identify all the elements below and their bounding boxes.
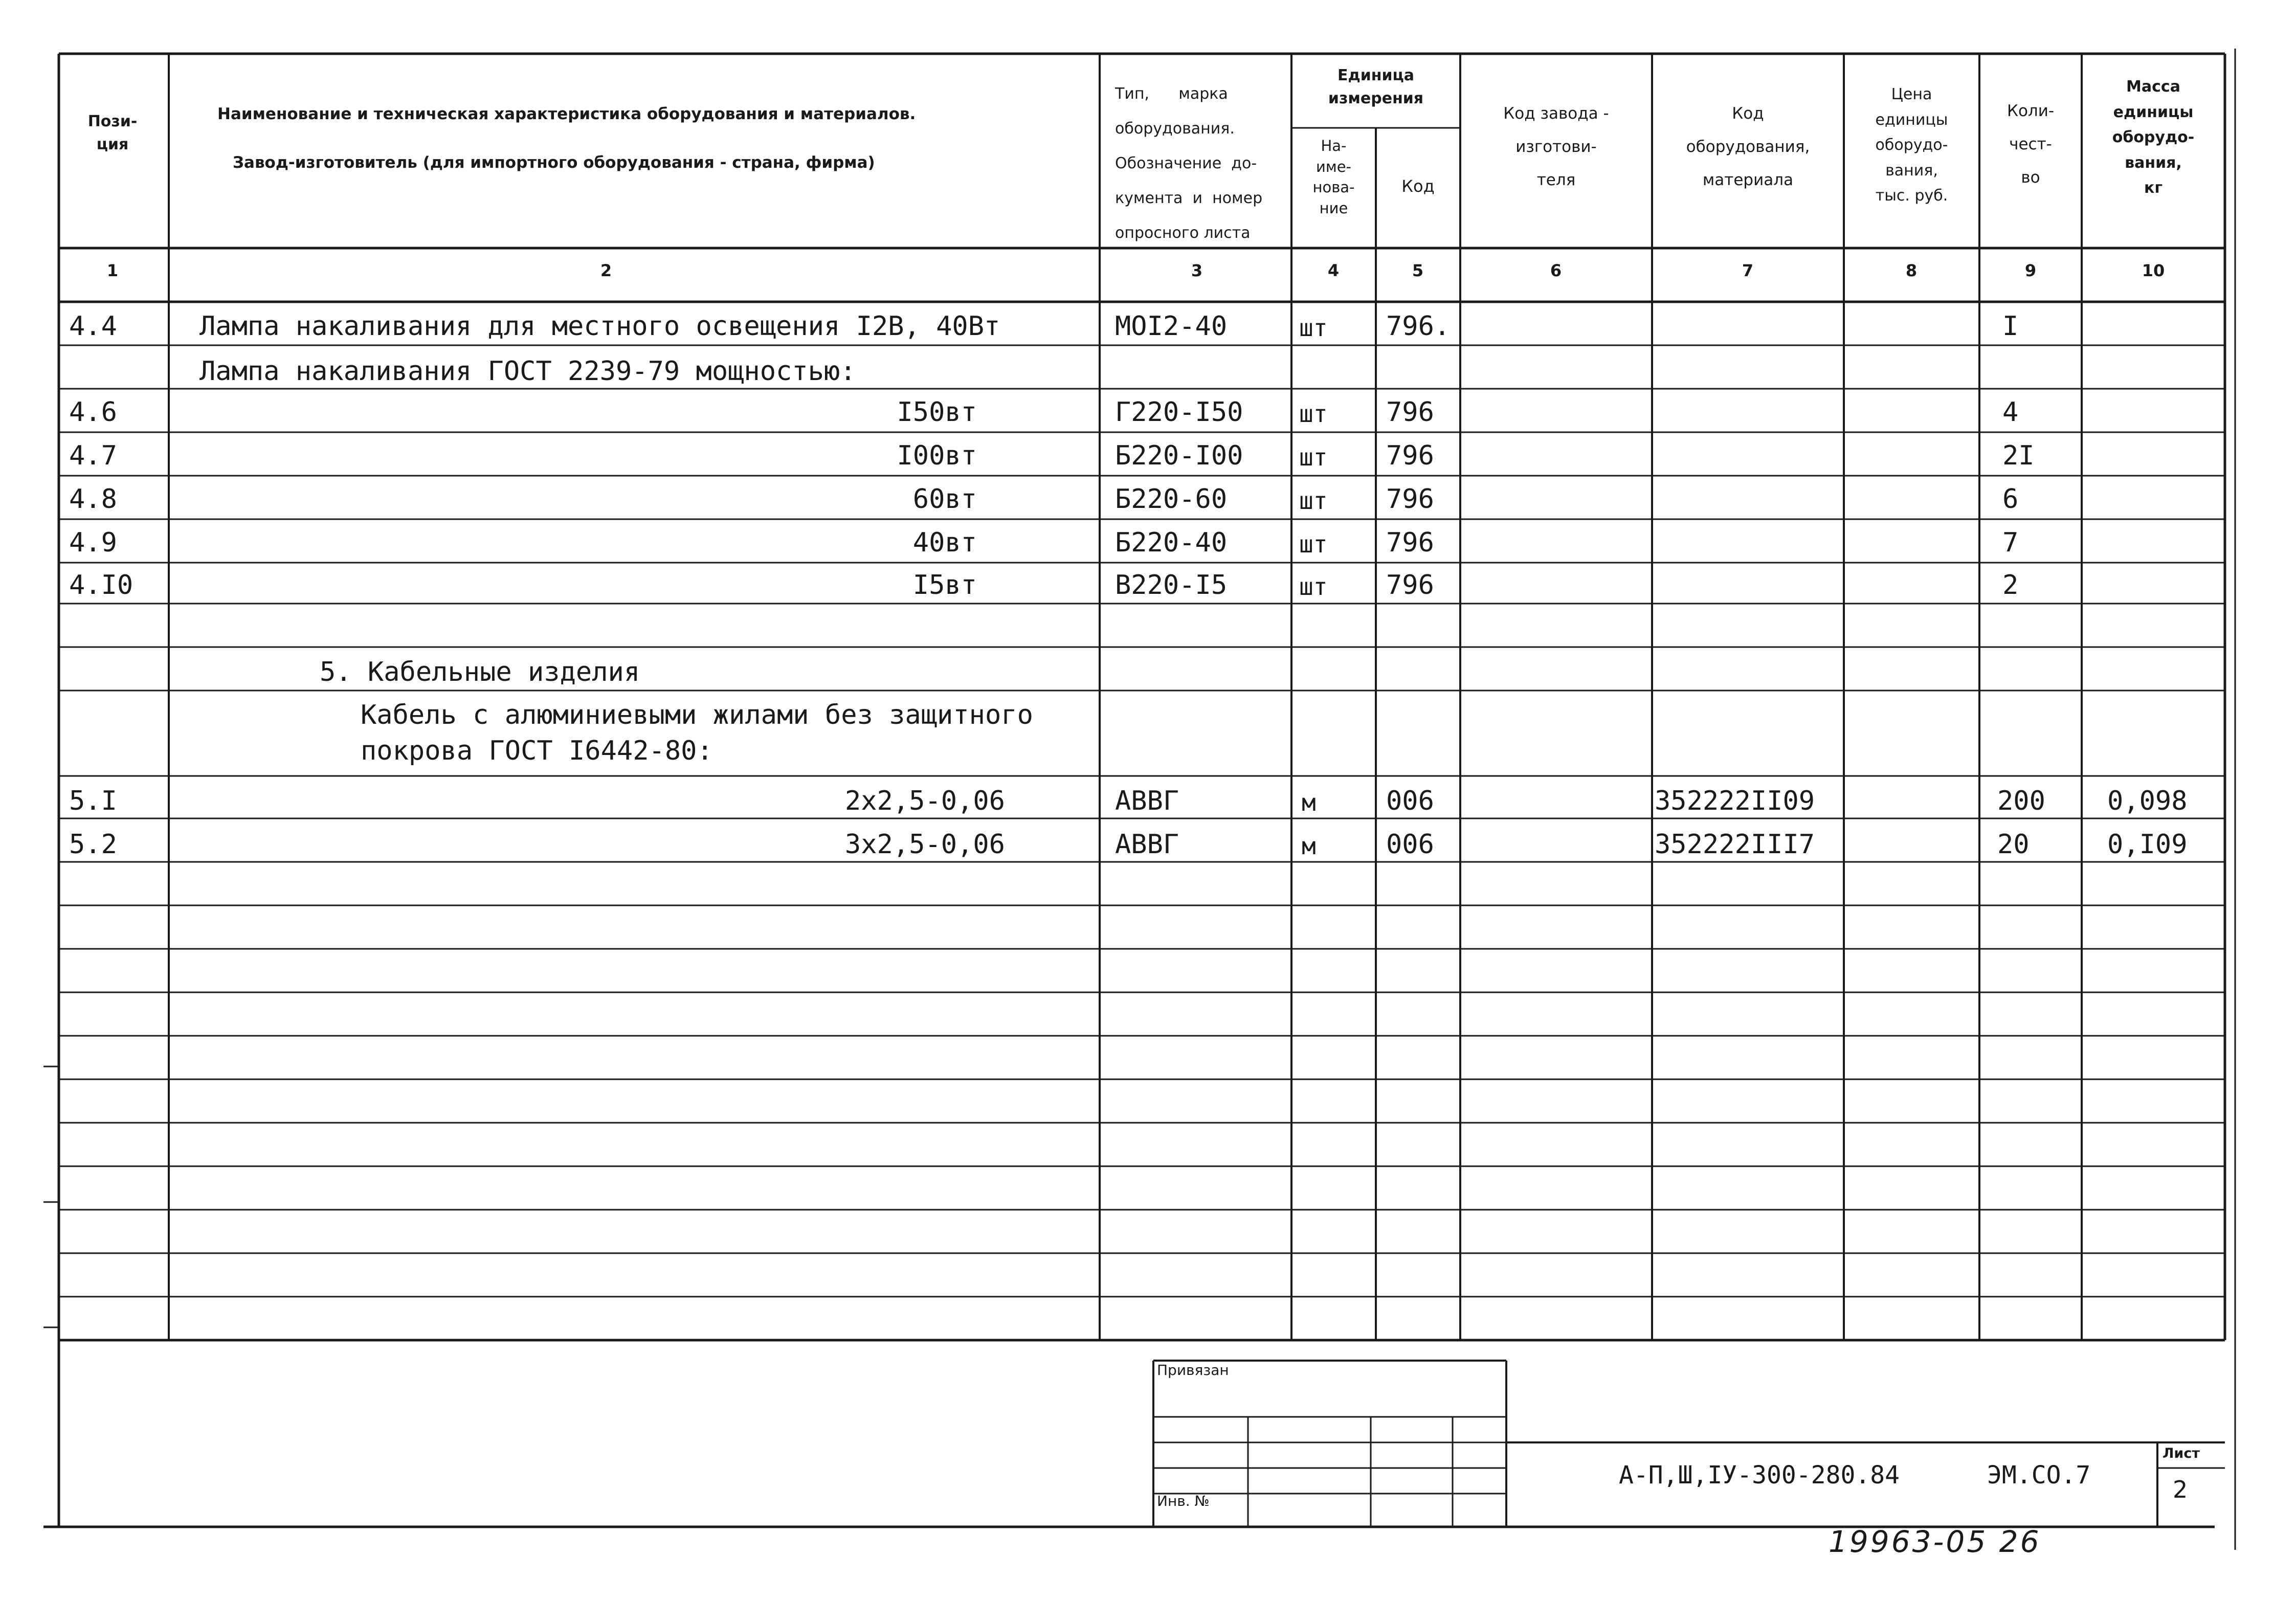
header-type: Тип, марка оборудования. Обозначение до- кумента и номер опросного листа: [1115, 85, 1263, 242]
row-unit: шт: [1299, 314, 1328, 342]
header-mass: Масса единицы оборудо- вания, кг: [2112, 78, 2195, 197]
row-name: Лампа накаливания ГОСТ 2239-79 мощностью:: [199, 356, 856, 387]
header-unit-code: Код: [1401, 176, 1435, 196]
row-type: Г220-I50: [1115, 397, 1243, 428]
row-type: Б220-I00: [1115, 440, 1243, 471]
row-quantity: 6: [2002, 484, 2019, 515]
row-quantity: 200: [1997, 786, 2045, 816]
row-code: 796: [1386, 484, 1434, 515]
row-name: Кабель с алюминиевыми жилами без защитного: [361, 700, 1033, 730]
row-type: В220-I5: [1115, 570, 1228, 601]
row-position: 4.6: [69, 397, 117, 428]
row-name: Лампа накаливания для местного освещения I2В, 40Вт: [199, 311, 1000, 342]
row-type: МОI2-40: [1115, 311, 1228, 342]
header-unit-group: Единица измерения: [1328, 66, 1424, 107]
row-name: I50вт: [897, 397, 977, 428]
header-position: Пози- ция: [87, 113, 138, 153]
row-code: 796: [1386, 440, 1434, 471]
header-name-line2: Завод-изготовитель (для импортного оборудования - страна, фирма): [233, 153, 875, 172]
row-code: 796: [1386, 570, 1434, 601]
header-quantity: Коли- чест- во: [2007, 102, 2055, 187]
header-name-line1: Наименование и техническая характеристика оборудования и материалов.: [217, 105, 916, 123]
row-position: 4.I0: [69, 570, 133, 601]
row-position: 5.I: [69, 786, 117, 816]
archive-number: 19963-05 26: [1829, 1524, 2041, 1559]
row-unit: шт: [1299, 400, 1328, 428]
row-code: 796: [1386, 397, 1434, 428]
row-type: АВВГ: [1115, 786, 1179, 816]
row-quantity: 2: [2002, 570, 2019, 601]
row-name: I00вт: [897, 440, 977, 471]
row-quantity: 4: [2002, 397, 2019, 428]
row-name: 2х2,5-0,06: [844, 786, 1005, 816]
sheet-label: Лист: [2163, 1446, 2200, 1461]
row-mass: 0,I09: [2107, 829, 2188, 860]
stamp-attached-label: Привязан: [1157, 1362, 1229, 1378]
row-unit: м: [1302, 789, 1316, 816]
row-code: 006: [1386, 829, 1434, 860]
header-unit-name: На- име- нова- ние: [1312, 137, 1355, 217]
row-unit: шт: [1299, 487, 1328, 515]
row-unit: шт: [1299, 443, 1328, 471]
drawing-designation: А-П,Ш,IУ-300-280.84: [1619, 1461, 1900, 1489]
row-quantity: 20: [1997, 829, 2030, 860]
row-unit: шт: [1299, 530, 1328, 558]
row-name: I5вт: [912, 570, 977, 601]
drawing-code: ЭМ.СО.7: [1987, 1461, 2091, 1489]
row-equipment-code: 352222III7: [1655, 829, 1815, 860]
section-heading: 5. Кабельные изделия: [320, 657, 640, 687]
row-name: 3х2,5-0,06: [844, 829, 1005, 860]
row-quantity: I: [2002, 311, 2019, 342]
header-price: Цена единицы оборудо- вания, тыс. руб.: [1875, 85, 1948, 205]
header-factory-code: Код завода - изготови- теля: [1503, 104, 1609, 190]
row-name: 60вт: [912, 484, 977, 515]
row-position: 4.4: [69, 311, 117, 342]
row-code: 796: [1386, 527, 1434, 558]
row-position: 4.8: [69, 484, 117, 515]
row-type: Б220-40: [1115, 527, 1228, 558]
row-position: 4.9: [69, 527, 117, 558]
header-equipment-code: Код оборудования, материала: [1686, 104, 1810, 190]
row-mass: 0,098: [2107, 786, 2188, 816]
row-quantity: 7: [2002, 527, 2019, 558]
row-code: 006: [1386, 786, 1434, 816]
row-type: Б220-60: [1115, 484, 1228, 515]
row-unit: шт: [1299, 573, 1328, 601]
row-name: 40вт: [912, 527, 977, 558]
row-position: 5.2: [69, 829, 117, 860]
row-name: покрова ГОСТ I6442-80:: [361, 736, 713, 766]
stamp-inventory-label: Инв. №: [1157, 1493, 1210, 1509]
row-equipment-code: 352222II09: [1655, 786, 1815, 816]
row-unit: м: [1302, 832, 1316, 860]
sheet-number: 2: [2173, 1476, 2188, 1503]
row-code: 796.: [1386, 311, 1451, 342]
row-quantity: 2I: [2002, 440, 2035, 471]
row-position: 4.7: [69, 440, 117, 471]
row-type: АВВГ: [1115, 829, 1179, 860]
